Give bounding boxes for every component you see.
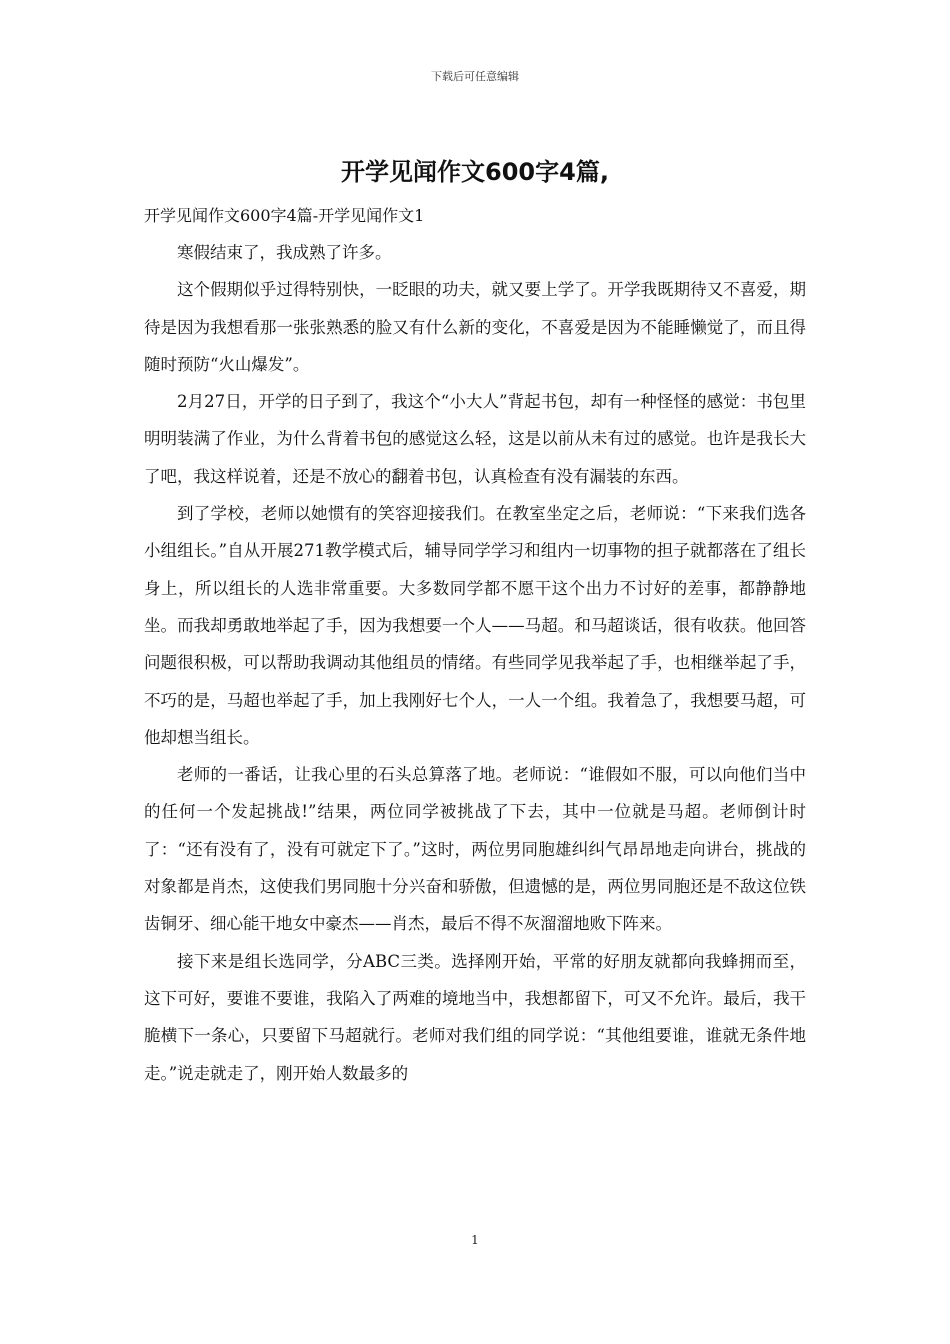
paragraph-3: 2月27日，开学的日子到了，我这个“小大人”背起书包，却有一种怪怪的感觉：书包里明明装满了作业，为什么背着书包的感觉这么轻，这是以前从未有过的感觉。也许是我长大了吧，我这样说着，还是不放心的翻着书包，认真检查有没有漏装的东西。 (144, 392, 806, 486)
page-number: 1 (471, 1233, 479, 1247)
paragraph-6: 接下来是组长选同学，分ABC三类。选择刚开始，平常的好朋友就都向我蜂拥而至，这下可好，要谁不要谁，我陷入了两难的境地当中，我想都留下，可又不允许。最后，我干脆横下一条心，只要留下马超就行。老师对我们组的同学说：“其他组要谁，谁就无条件地走。”说走就走了，刚开始人数最多的 (144, 951, 806, 1083)
document-subtitle: 开学见闻作文600字4篇-开学见闻作文1 (144, 206, 425, 225)
header-note: 下载后可任意编辑 (431, 70, 519, 83)
paragraph-5: 老师的一番话，让我心里的石头总算落了地。老师说：“谁假如不服，可以向他们当中的任何一个发起挑战!”结果，两位同学被挑战了下去，其中一位就是马超。老师倒计时了：“还有没有了，没有可就定下了。”这时，两位男同胞雄纠纠气昂昂地走向讲台，挑战的对象都是肖杰，这使我们男同胞十分兴奋和骄傲，但遗憾的是，两位男同胞还是不敌这位铁齿铜牙、细心能干地女中豪杰——肖杰，最后不得不灰溜溜地败下阵来。 (144, 765, 806, 934)
document-body (144, 197, 806, 1092)
document-title: 开学见闻作文600字4篇, (341, 158, 609, 186)
paragraph-4: 到了学校，老师以她惯有的笑容迎接我们。在教室坐定之后，老师说：“下来我们选各小组组长。”自从开展271教学模式后，辅导同学学习和组内一切事物的担子就都落在了组长身上，所以组长的人选非常重要。大多数同学都不愿干这个出力不讨好的差事，都静静地坐。而我却勇敢地举起了手，因为我想要一个人——马超。和马超谈话，很有收获。他回答问题很积极，可以帮助我调动其他组员的情绪。有些同学见我举起了手，也相继举起了手，不巧的是，马超也举起了手，加上我刚好七个人，一人一个组。我着急了，我想要马超，可他却想当组长。 (144, 504, 806, 747)
paragraph-1: 寒假结束了，我成熟了许多。 (177, 243, 392, 262)
paragraph-2: 这个假期似乎过得特别快，一眨眼的功夫，就又要上学了。开学我既期待又不喜爱，期待是因为我想看那一张张熟悉的脸又有什么新的变化，不喜爱是因为不能睡懒觉了，而且得随时预防“火山爆发”。 (144, 280, 806, 374)
